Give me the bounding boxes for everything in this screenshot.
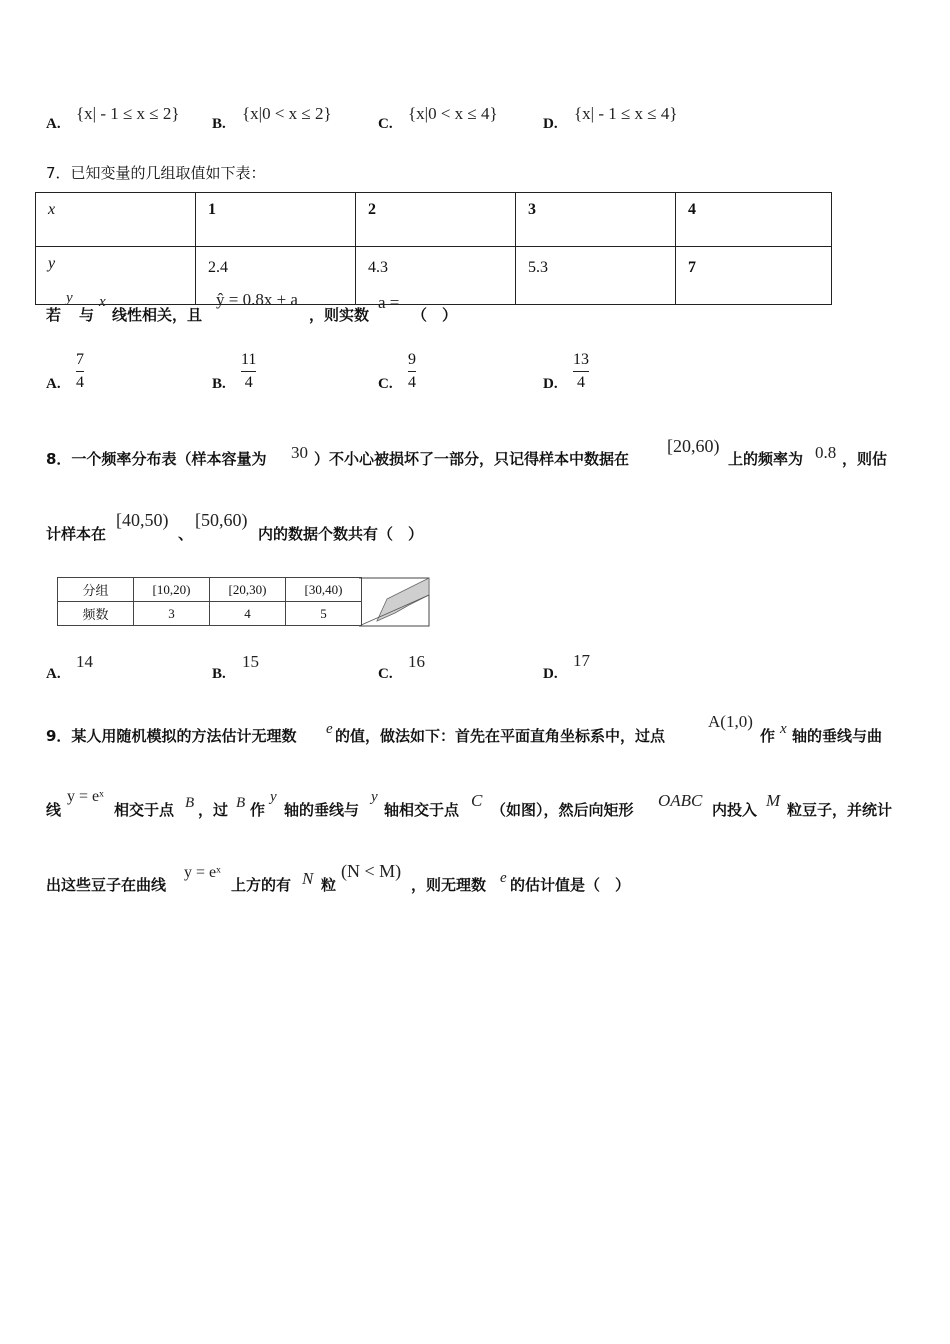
text: 8．一个频率分布表（样本容量为 [46, 450, 267, 468]
q6-option-c-label[interactable]: C. [378, 116, 393, 132]
q8-option-d-label[interactable]: D. [543, 666, 558, 682]
q8-option-a-label[interactable]: A. [46, 666, 61, 682]
math-var: y [66, 290, 73, 306]
text: 内的数据个数共有（ ） [258, 525, 424, 543]
regression-equation: ŷ = 0.8x + a [216, 290, 298, 309]
table-cell: [20,30) [210, 578, 286, 602]
q7-option-c-label[interactable]: C. [378, 376, 393, 392]
q8-option-b-label[interactable]: B. [212, 666, 226, 682]
table-cell: 7 [676, 247, 832, 305]
text: 9．某人用随机模拟的方法估计无理数 [46, 727, 297, 745]
table-cell: 频数 [58, 602, 134, 626]
math-var: e [500, 870, 507, 886]
q6-option-d-label[interactable]: D. [543, 116, 558, 132]
math-interval: [20,60) [667, 436, 720, 456]
table-row [36, 247, 832, 305]
table-cell: [30,40) [286, 578, 362, 602]
q6-option-b-expr: {x|0 < x ≤ 2} [242, 104, 332, 123]
q7-option-b-label[interactable]: B. [212, 376, 226, 392]
math-var: N [302, 869, 314, 888]
q7-option-a-fraction [76, 351, 84, 392]
text: 粒豆子，并统计 [787, 801, 893, 819]
table-cell: 4 [676, 193, 832, 247]
q6-option-a-expr: {x| - 1 ≤ x ≤ 2} [76, 104, 180, 123]
table-cell: 1 [196, 193, 356, 247]
math-var: B [236, 795, 246, 811]
q6-option-d-expr: {x| - 1 ≤ x ≤ 4} [574, 104, 678, 123]
table-cell: 分组 [58, 578, 134, 602]
table-row [36, 193, 832, 247]
q6-option-b-label[interactable]: B. [212, 116, 226, 132]
text: 、 [178, 525, 194, 543]
q8-option-b-value: 15 [242, 652, 259, 671]
numerator: 13 [573, 351, 589, 368]
text: 若 [46, 306, 62, 324]
text: 的估计值是（ ） [510, 876, 631, 894]
q7-option-c-fraction [408, 351, 416, 392]
q8-option-c-label[interactable]: C. [378, 666, 393, 682]
text: 线 [46, 801, 62, 819]
table-cell: 2 [356, 193, 516, 247]
q8-option-a-value: 14 [76, 652, 93, 671]
text: 粒 [321, 876, 337, 894]
math-var: y [371, 789, 378, 805]
denominator: 4 [244, 374, 253, 391]
math-var: C [471, 791, 483, 810]
q7-option-d-label[interactable]: D. [543, 376, 558, 392]
text: 轴的垂线与曲 [792, 727, 883, 745]
text: 计样本在 [46, 525, 107, 543]
math-var: M [766, 791, 781, 810]
denominator: 4 [577, 374, 585, 391]
numerator: 9 [408, 351, 416, 368]
text: ）不小心被损坏了一部分，只记得样本中数据在 [314, 450, 630, 468]
text: 作 [760, 727, 776, 745]
q8-option-d-value: 17 [573, 651, 590, 670]
numerator: 7 [76, 351, 84, 368]
text: ，则估 [842, 450, 888, 468]
q6-option-c-expr: {x|0 < x ≤ 4} [408, 104, 498, 123]
text: 与 [79, 306, 95, 324]
table-cell: [10,20) [134, 578, 210, 602]
math-value: 30 [291, 443, 308, 462]
table-cell: 3 [516, 193, 676, 247]
text: 轴相交于点 [384, 801, 460, 819]
math-var: y [270, 789, 277, 805]
math-interval: [50,60) [195, 510, 248, 530]
q7-stem: 7．已知变量的几组取值如下表： [46, 164, 266, 182]
q7-option-d-fraction [573, 351, 589, 392]
text: 线性相关，且 [112, 306, 203, 324]
numerator: 11 [241, 351, 257, 368]
text: 相交于点 [114, 801, 175, 819]
table-cell: 3 [134, 602, 210, 626]
table-cell: 5 [286, 602, 362, 626]
math-var: x [99, 294, 106, 310]
table-cell: 5.3 [516, 247, 676, 305]
text: ，则实数 [309, 306, 370, 324]
denominator: 4 [408, 374, 416, 391]
table-cell: y [36, 247, 196, 305]
denominator: 4 [76, 374, 84, 391]
text: ，则无理数 [411, 876, 487, 894]
text: 作 [250, 801, 266, 819]
table-cell: 4 [210, 602, 286, 626]
math-var: x [780, 721, 787, 737]
q7-option-b-fraction [241, 351, 256, 392]
text: 上的频率为 [728, 450, 804, 468]
text: 轴的垂线与 [284, 801, 360, 819]
math-point: A(1,0) [708, 712, 753, 731]
text: 内投入 [712, 801, 758, 819]
math-var: e [326, 721, 333, 737]
math-value: 0.8 [815, 443, 837, 462]
text: 的值，做法如下：首先在平面直角坐标系中，过点 [335, 727, 666, 745]
math-curve: y = eˣ [67, 788, 104, 805]
text: （如图），然后向矩形 [491, 801, 634, 819]
text: ，过 [198, 801, 229, 819]
math-rect: OABC [658, 791, 703, 810]
text: （ ） [412, 306, 458, 324]
q7-option-a-label[interactable]: A. [46, 376, 61, 392]
math-var: a = [378, 293, 400, 312]
q6-option-a-label[interactable]: A. [46, 116, 61, 132]
q8-frequency-table-image [57, 577, 430, 627]
text: 出这些豆子在曲线 [46, 876, 167, 894]
q7-value-table [35, 192, 832, 305]
math-var: B [185, 795, 195, 811]
math-condition: (N < M) [341, 861, 402, 881]
table-cell: 4.3 [356, 247, 516, 305]
table-cell: x [36, 193, 196, 247]
math-curve: y = eˣ [184, 864, 221, 881]
q8-option-c-value: 16 [408, 652, 425, 671]
text: 上方的有 [231, 876, 292, 894]
math-interval: [40,50) [116, 510, 169, 530]
torn-corner-graphic [57, 577, 430, 627]
table-cell: 2.4 [196, 247, 356, 305]
